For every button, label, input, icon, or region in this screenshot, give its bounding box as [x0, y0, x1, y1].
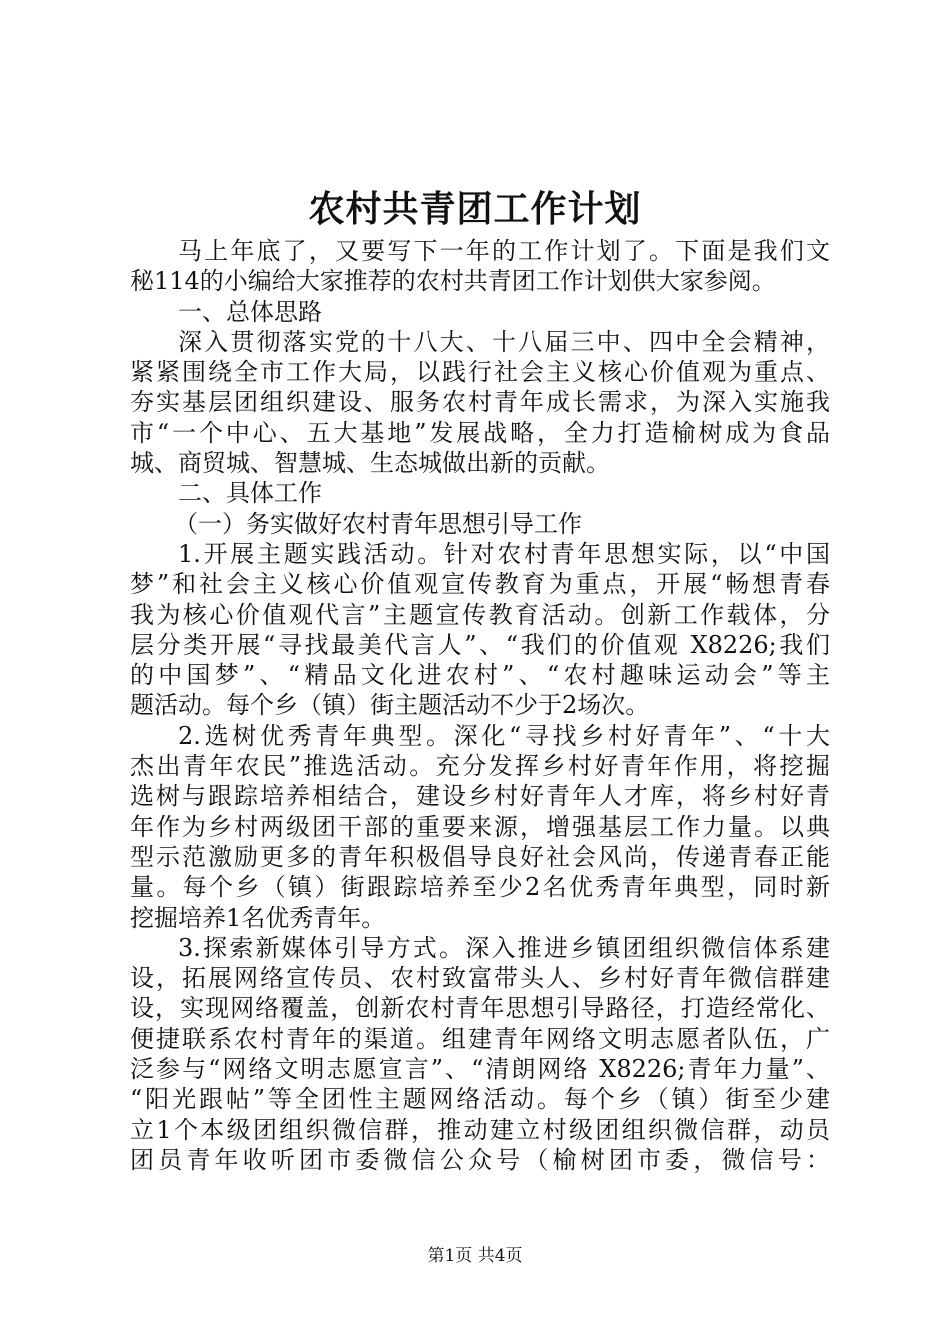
paragraph-line: 城、商贸城、智慧城、生态城做出新的贡献。	[130, 449, 610, 478]
paragraph-line: 深入贯彻落实党的十八大、十八届三中、四中全会精神，	[178, 327, 830, 356]
paragraph-line: 紧紧围绕全市工作大局，以践行社会主义核心价值观为重点、	[130, 358, 830, 387]
paragraph-line: 1.开展主题实践活动。针对农村青年思想实际，以“中国	[178, 539, 830, 568]
paragraph-line: 我为核心价值观代言”主题宣传教育活动。创新工作载体，分	[130, 600, 830, 629]
paragraph-line: 3.探索新媒体引导方式。深入推进乡镇团组织微信体系建	[178, 933, 830, 962]
section-heading: 一、总体思路	[178, 297, 322, 326]
paragraph-line: 杰出青年农民”推选活动。充分发挥乡村好青年作用，将挖掘	[130, 752, 830, 781]
paragraph-line: 层分类开展“寻找最美代言人”、“我们的价值观 X8226;我们	[130, 630, 830, 659]
page-number-footer: 第1页 共4页	[427, 1246, 523, 1266]
paragraph-line: 设，实现网络覆盖，创新农村青年思想引导路径，打造经常化、	[130, 994, 830, 1023]
paragraph-line: 2.选树优秀青年典型。深化“寻找乡村好青年”、“十大	[178, 721, 830, 750]
paragraph-line: 的中国梦”、“精品文化进农村”、“农村趣味运动会”等主	[130, 661, 830, 690]
paragraph-line: 夯实基层团组织建设、服务农村青年成长需求，为深入实施我	[130, 388, 830, 417]
document-body	[130, 236, 830, 1175]
paragraph-line: 年作为乡村两级团干部的重要来源，增强基层工作力量。以典	[130, 812, 830, 841]
paragraph-line: 马上年底了，又要写下一年的工作计划了。下面是我们文	[178, 237, 830, 265]
paragraph-line: 型示范激励更多的青年积极倡导良好社会风尚，传递青春正能	[130, 842, 830, 871]
section-heading: 二、具体工作	[178, 479, 322, 508]
paragraph-line: 团员青年收听团市委微信公众号（榆树团市委，微信号：	[130, 1145, 830, 1174]
paragraph-line: 量。每个乡（镇）街跟踪培养至少2名优秀青年典型，同时新	[130, 873, 830, 902]
subsection-heading: （一）务实做好农村青年思想引导工作	[174, 509, 582, 538]
paragraph-line: 题活动。每个乡（镇）街主题活动不少于2场次。	[130, 691, 650, 720]
paragraph-line: 梦”和社会主义核心价值观宣传教育为重点，开展“畅想青春	[130, 570, 830, 599]
paragraph-line: 设，拓展网络宣传员、农村致富带头人、乡村好青年微信群建	[130, 964, 830, 993]
paragraph-line: 泛参与“网络文明志愿宣言”、“清朗网络 X8226;青年力量”、	[130, 1055, 830, 1084]
paragraph-line: 秘114的小编给大家推荐的农村共青团工作计划供大家参阅。	[130, 267, 776, 296]
paragraph-line: “阳光跟帖”等全团性主题网络活动。每个乡（镇）街至少建	[130, 1085, 830, 1114]
paragraph-line: 立1个本级团组织微信群，推动建立村级团组织微信群，动员	[130, 1115, 830, 1144]
paragraph-line: 市“一个中心、五大基地”发展战略，全力打造榆树成为食品	[130, 418, 830, 447]
paragraph-line: 便捷联系农村青年的渠道。组建青年网络文明志愿者队伍，广	[130, 1024, 830, 1053]
document-title: 农村共青团工作计划	[308, 188, 642, 230]
paragraph-line: 挖掘培养1名优秀青年。	[130, 903, 386, 932]
paragraph-line: 选树与跟踪培养相结合，建设乡村好青年人才库，将乡村好青	[130, 782, 830, 811]
